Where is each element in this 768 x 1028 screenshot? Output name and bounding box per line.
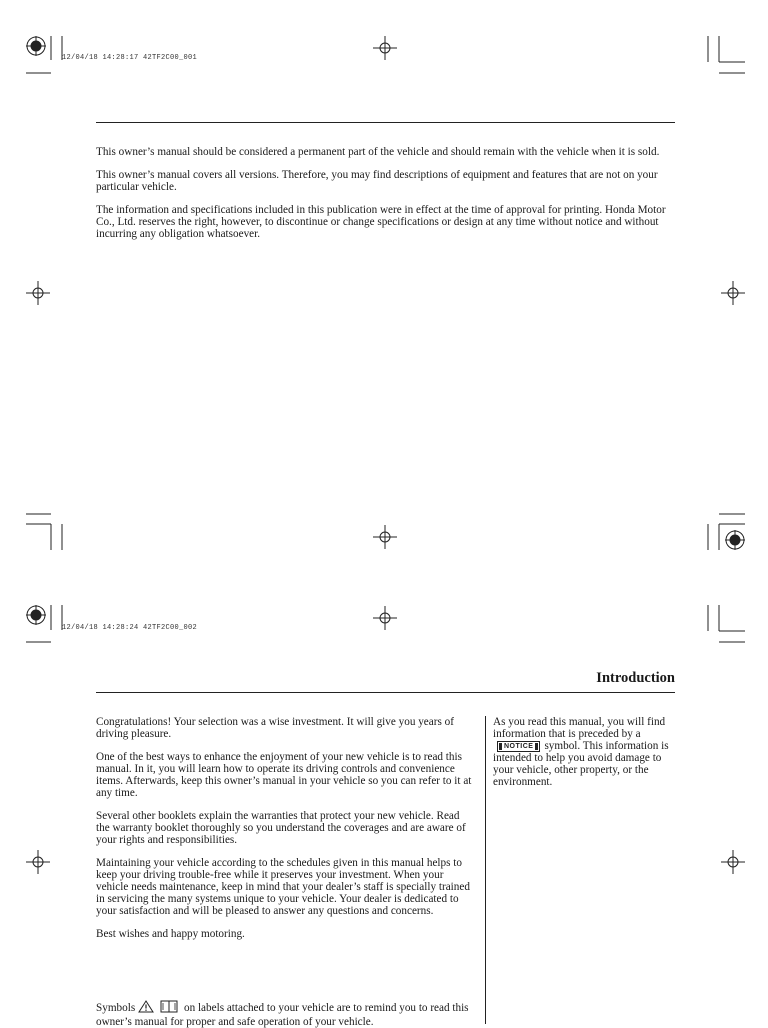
column-divider [485,716,486,1024]
disclaimer-paragraph: This owner’s manual covers all versions. Therefore, you may find descriptions of equipment and features that are not on your particular vehicle. [96,169,658,193]
page-title: Introduction [596,670,675,686]
title-rule [96,692,675,693]
registration-target-icon [725,530,745,550]
intro-paragraph: One of the best ways to enhance the enjoyment of your new vehicle is to read this manual. In it, you will learn how to operate its driving controls and convenience items. Afterwards, keep this owner’s manual in your vehicle so you can refer to it at any time. [96,751,472,799]
registration-target-icon [26,605,46,625]
top-rule [96,122,675,123]
intro-left-column [96,716,472,951]
intro-paragraph: Congratulations! Your selection was a wise investment. It will give you years of driving pleasure. [96,716,454,740]
symbols-text-before: Symbols [96,1002,136,1014]
print-stamp: 12/04/18 14:28:24 42TF2C00_002 [62,624,198,632]
disclaimer-paragraph: The information and specifications included in this publication were in effect at the time of approval for printing. Honda Motor Co., Ltd. reserves the right, however, to discontinue or change specifications or design at any time without notice and without incurring any obligation whatsoever. [96,204,666,240]
owners-manual-book-icon [160,1000,178,1016]
print-stamp: 12/04/18 14:28:17 42TF2C00_001 [62,54,198,62]
intro-paragraph: Best wishes and happy motoring. [96,928,245,940]
notice-text-after: symbol. This information is intended to help you avoid damage to your vehicle, other property, or the environment. [493,740,669,788]
disclaimer-paragraph: This owner’s manual should be considered a permanent part of the vehicle and should remain with the vehicle when it is sold. [96,146,660,158]
warning-triangle-icon [138,1000,154,1016]
intro-paragraph: Maintaining your vehicle according to the schedules given in this manual helps to keep your driving trouble-free while it preserves your investment. When your vehicle needs maintenance, keep in mind that your dealer’s staff is specially trained in servicing the many systems unique to your vehicle. Your dealer is dedicated to your satisfaction and will be pleased to answer any questions and concerns. [96,857,470,917]
registration-target-icon [26,36,46,56]
symbols-text-after: on labels attached to your vehicle are to remind you to read this owner’s manual for proper and safe operation of your vehicle. [96,1002,469,1028]
intro-paragraph: Several other booklets explain the warranties that protect your new vehicle. Read the warranty booklet thoroughly so you understand the coverages and are aware of your rights and responsibilities. [96,810,466,846]
disclaimer-block [96,146,675,251]
notice-column [493,716,673,788]
notice-text-before: As you read this manual, you will find information that is preceded by a [493,716,666,740]
notice-badge: NOTICE [497,741,540,752]
